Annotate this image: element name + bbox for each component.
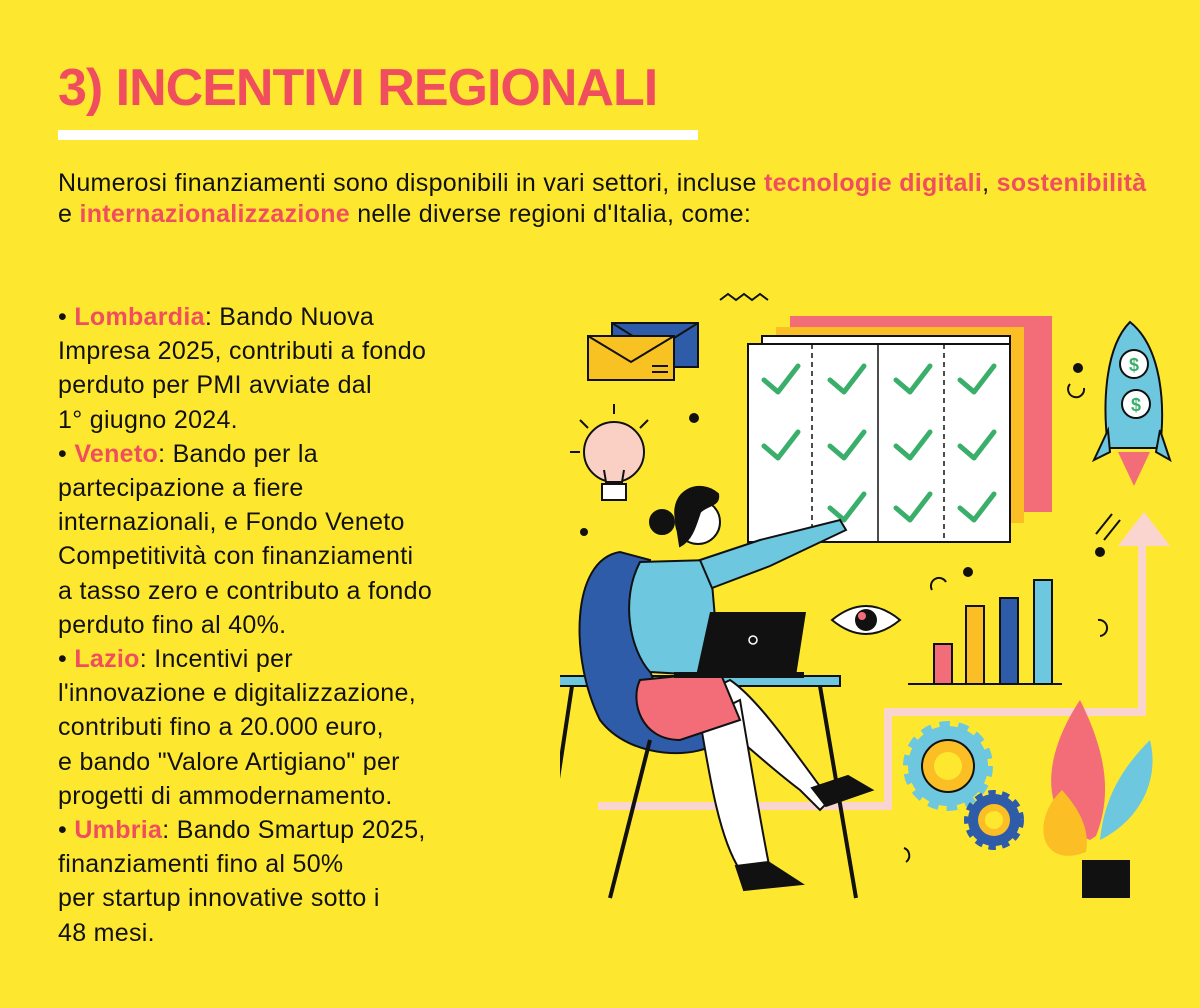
item-line: perduto per PMI avviate dal <box>58 371 372 400</box>
highlight-digital: tecnologie digitali <box>763 169 983 197</box>
item-line: 48 mesi. <box>58 918 155 947</box>
intro-text-end: nelle diverse regioni d'Italia, come: <box>349 200 752 228</box>
item-line: finanziamenti fino al 50% <box>58 850 344 879</box>
gear-icon <box>968 794 1020 846</box>
item-line: progetti di ammodernamento. <box>58 781 393 810</box>
title-underline <box>58 130 698 140</box>
bullet: • <box>58 816 75 845</box>
dot-decoration <box>1095 547 1105 557</box>
highlight-sustainability: sostenibilità <box>996 169 1147 197</box>
page-title: 3) INCENTIVI REGIONALI <box>58 59 658 117</box>
list-item-lazio <box>58 642 538 813</box>
item-line: e bando "Valore Artigiano" per <box>58 747 400 776</box>
highlight-internationalization: internazionalizzazione <box>79 200 350 228</box>
arc-decoration <box>904 848 909 862</box>
dollar-symbol: $ <box>1128 355 1140 375</box>
item-text: : Bando Nuova <box>204 303 375 331</box>
checklist-board <box>748 316 1052 542</box>
item-text: : Incentivi per <box>139 645 293 674</box>
item-line: partecipazione a fiere <box>58 474 304 503</box>
rocket-icon <box>1094 322 1170 486</box>
list-item-umbria <box>58 813 538 950</box>
dot-decoration <box>1073 363 1083 373</box>
envelope-icon <box>588 323 698 380</box>
item-line: contributi fino a 20.000 euro, <box>58 713 384 742</box>
zigzag-decoration <box>720 294 768 300</box>
illustration <box>560 280 1200 920</box>
intro-sep-2: e <box>58 200 80 228</box>
item-text: : Bando per la <box>158 439 318 468</box>
list-item-lombardia <box>58 300 538 437</box>
lightbulb-icon <box>570 404 648 500</box>
eye-icon <box>832 606 900 634</box>
item-line: Impresa 2025, contributi a fondo <box>58 337 427 366</box>
dot-decoration <box>580 528 588 536</box>
arrow-head <box>1118 512 1170 546</box>
bullet: • <box>58 303 75 331</box>
dash-decoration <box>1104 520 1120 540</box>
item-line: Competitività con finanziamenti <box>58 542 414 571</box>
arc-decoration <box>931 578 946 590</box>
item-first-line <box>58 437 538 471</box>
dot-decoration <box>963 567 973 577</box>
intro-paragraph <box>58 168 1148 230</box>
item-first-line <box>58 813 538 847</box>
item-line: per startup innovative sotto i <box>58 884 380 913</box>
item-line: a tasso zero e contributo a fondo <box>58 576 433 605</box>
item-first-line <box>58 642 538 676</box>
dot-decoration <box>689 413 699 423</box>
item-line: perduto fino al 40%. <box>58 610 287 639</box>
bullet: • <box>58 645 75 674</box>
arc-decoration <box>1098 620 1107 636</box>
bar-graphic <box>908 580 1062 684</box>
region-name: Umbria <box>74 816 163 845</box>
item-line: internazionali, e Fondo Veneto <box>58 508 405 537</box>
plant-icon <box>1043 700 1152 898</box>
region-name: Veneto <box>74 439 159 468</box>
person-figure <box>629 487 872 890</box>
regions-list <box>58 300 538 950</box>
item-line: 1° giugno 2024. <box>58 405 238 434</box>
list-item-veneto <box>58 437 538 642</box>
item-line: l'innovazione e digitalizzazione, <box>58 679 416 708</box>
item-text: : Bando Smartup 2025, <box>162 816 426 845</box>
dash-decoration <box>1096 514 1112 534</box>
region-name: Lombardia <box>74 303 205 331</box>
intro-sep-1: , <box>982 169 997 197</box>
item-first-line <box>58 300 538 334</box>
dollar-symbol: $ <box>1130 395 1142 415</box>
gear-icon <box>908 726 988 806</box>
arc-decoration <box>1068 384 1084 397</box>
intro-text: Numerosi finanziamenti sono disponibili in vari settori, incluse <box>58 169 764 197</box>
region-name: Lazio <box>74 645 140 674</box>
bullet: • <box>58 439 75 468</box>
